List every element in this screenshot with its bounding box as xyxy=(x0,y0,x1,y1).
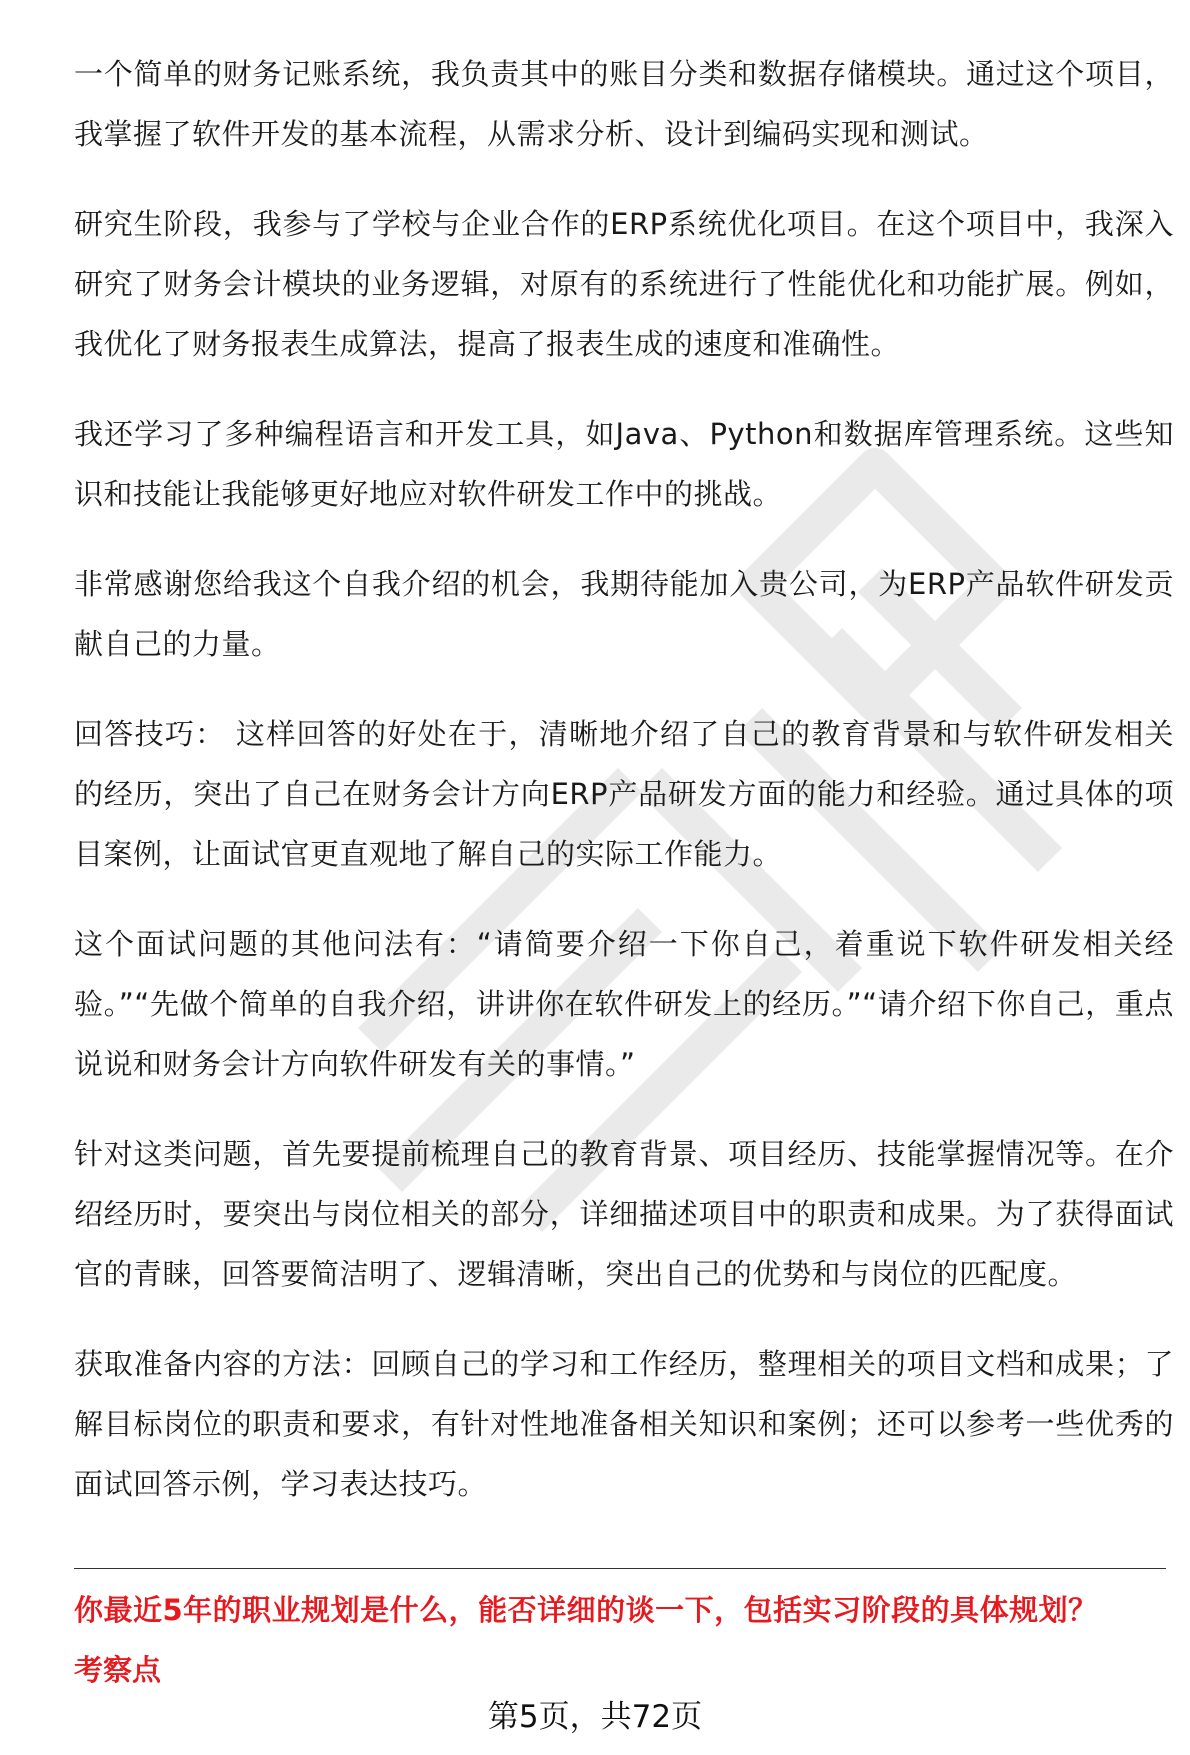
paragraph-thanks: 非常感谢您给我这个自我介绍的机会，我期待能加入贵公司，为ERP产品软件研发贡献自己的力量。 xyxy=(74,567,1174,661)
paragraph-alternative-questions: 这个面试问题的其他问法有：“请简要介绍一下你自己，着重说下软件研发相关经验。”“先做个简单的自我介绍，讲讲你在软件研发上的经历。”“请介绍下你自己，重点说说和财务会计方向软件研发有关的事情。” xyxy=(74,927,1174,1081)
paragraph-graduate-erp: 研究生阶段，我参与了学校与企业合作的ERP系统优化项目。在这个项目中，我深入研究了财务会计模块的业务逻辑，对原有的系统进行了性能优化和功能扩展。例如，我优化了财务报表生成算法，提高了报表生成的速度和准确性。 xyxy=(74,207,1174,361)
paragraph-project-accounting: 一个简单的财务记账系统，我负责其中的账目分类和数据存储模块。通过这个项目，我掌握了软件开发的基本流程，从需求分析、设计到编码实现和测试。 xyxy=(74,57,1174,151)
paragraph-strategy: 针对这类问题，首先要提前梳理自己的教育背景、项目经历、技能掌握情况等。在介绍经历时，要突出与岗位相关的部分，详细描述项目中的职责和成果。为了获得面试官的青睐，回答要简洁明了、逻辑清晰，突出自己的优势和与岗位的匹配度。 xyxy=(74,1137,1174,1291)
section-label-assessment: 考察点 xyxy=(74,1653,162,1687)
next-question-title: 你最近5年的职业规划是什么，能否详细的谈一下，包括实习阶段的具体规划？ xyxy=(74,1593,1098,1627)
page-number: 第5页，共72页 xyxy=(487,1699,703,1735)
paragraph-preparation: 获取准备内容的方法：回顾自己的学习和工作经历，整理相关的项目文档和成果；了解目标岗位的职责和要求，有针对性地准备相关知识和案例；还可以参考一些优秀的面试回答示例，学习表达技巧。 xyxy=(74,1347,1174,1501)
paragraph-answer-tips: 回答技巧： 这样回答的好处在于，清晰地介绍了自己的教育背景和与软件研发相关的经历，突出了自己在财务会计方向ERP产品研发方面的能力和经验。通过具体的项目案例，让面试官更直观地了解自己的实际工作能力。 xyxy=(74,717,1174,871)
paragraph-skills: 我还学习了多种编程语言和开发工具，如Java、Python和数据库管理系统。这些知识和技能让我能够更好地应对软件研发工作中的挑战。 xyxy=(74,417,1174,511)
section-divider xyxy=(74,1568,1166,1569)
main-content xyxy=(74,44,1174,1544)
